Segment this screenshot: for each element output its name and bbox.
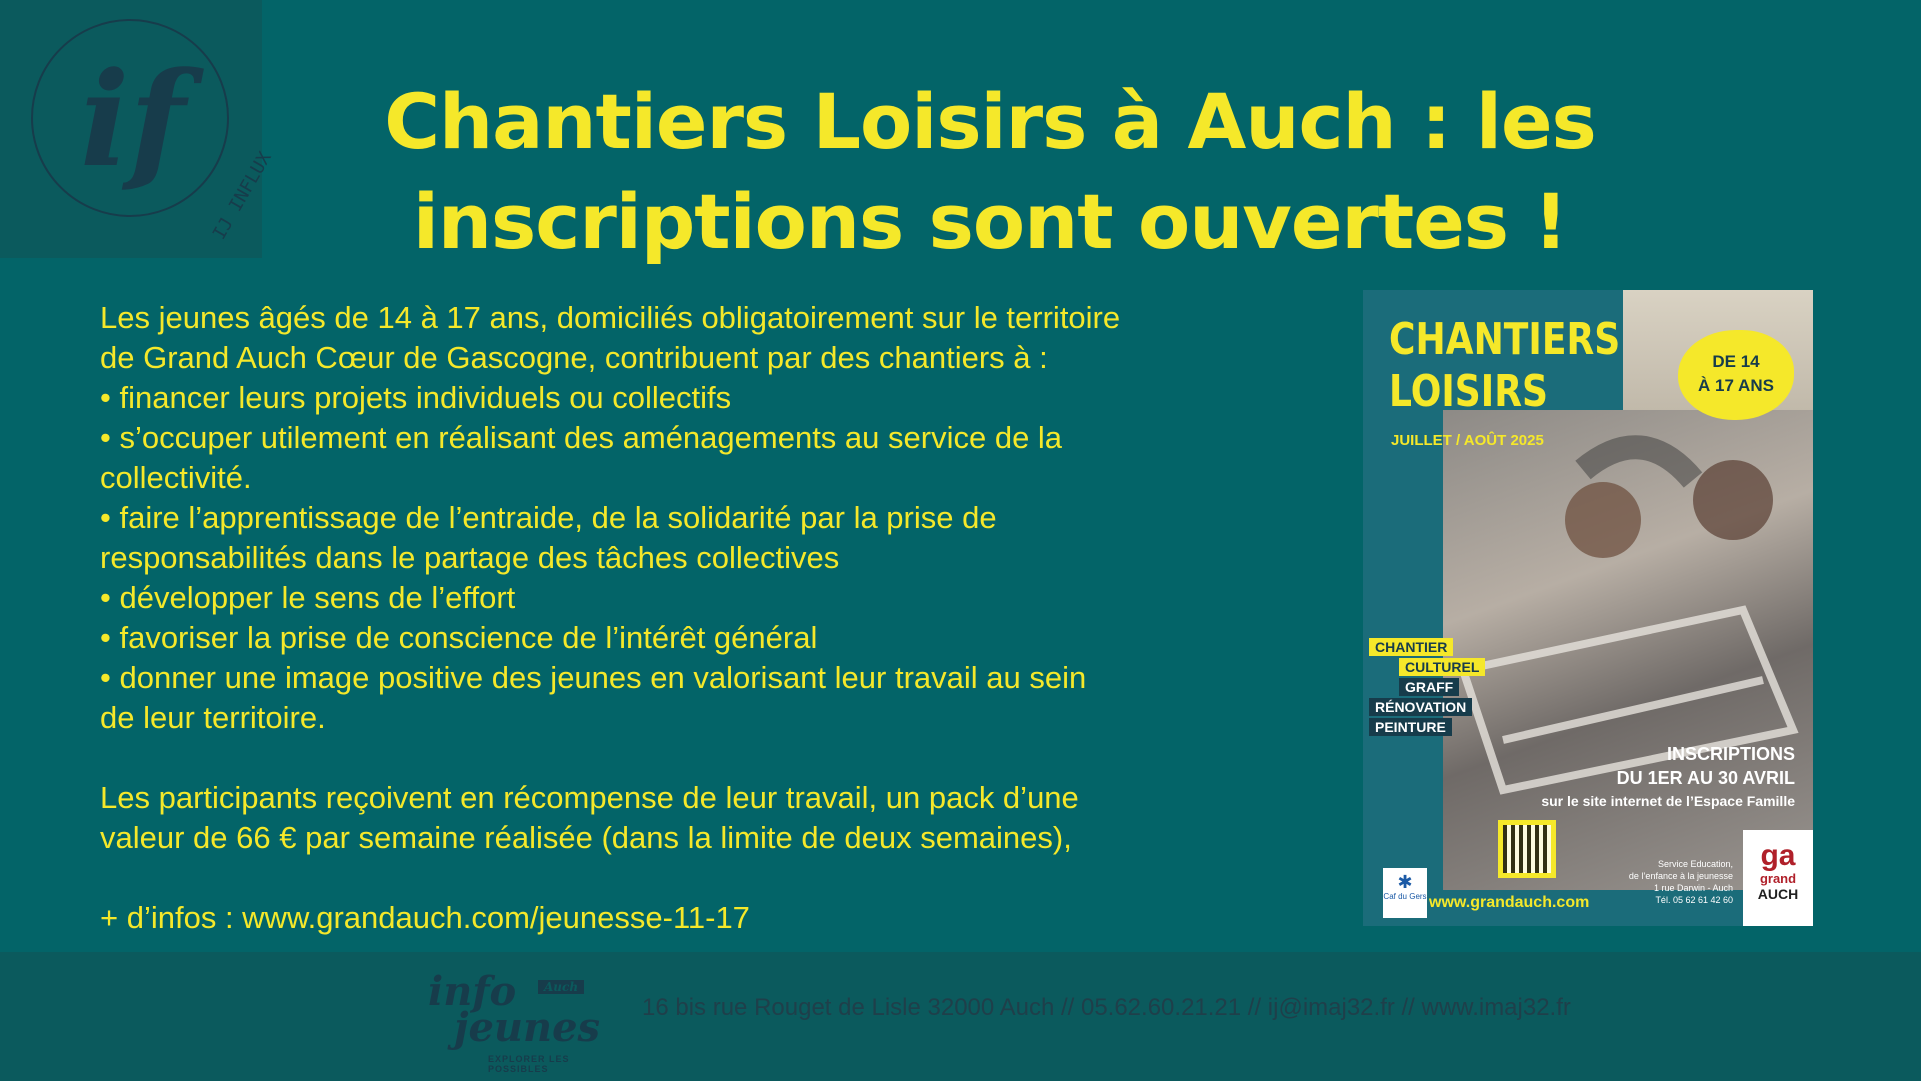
caf-logo-text: Caf du Gers	[1383, 892, 1427, 901]
poster-title-line-2: LOISIRS	[1389, 366, 1548, 417]
logo-tagline: EXPLORER LES POSSIBLES	[488, 1054, 570, 1074]
logo-ring-text: IJ INFLUX	[208, 148, 276, 244]
tag: GRAFF	[1399, 678, 1459, 696]
tag: PEINTURE	[1369, 718, 1452, 736]
tag: RÉNOVATION	[1369, 698, 1472, 716]
page-title: Chantiers Loisirs à Auch : les inscriptions sont ouvertes !	[384, 77, 1596, 266]
caf-logo	[1383, 868, 1427, 918]
list-item: • faire l’apprentissage de l’entraide, de la solidarité par la prise de	[100, 500, 997, 535]
list-item: • s’occuper utilement en réalisant des aménagements au service de la	[100, 420, 1063, 455]
service-line: Tél. 05 62 61 42 60	[1655, 895, 1733, 905]
footer	[0, 952, 1921, 1081]
list-item: • développer le sens de l’effort	[100, 580, 516, 615]
registration-line-1: INSCRIPTIONS	[1666, 744, 1795, 764]
more-info-link[interactable]: + d’infos : www.grandauch.com/jeunesse-11-17	[100, 900, 750, 935]
qr-code-icon	[1498, 820, 1556, 878]
service-line: de l’enfance à la jeunesse	[1628, 871, 1733, 881]
logo-letters: if	[80, 43, 186, 196]
ij-influx-logo	[0, 0, 276, 258]
age-badge-line-2: À 17 ANS	[1698, 376, 1774, 395]
grand-auch-logo-mark: ga	[1760, 839, 1796, 872]
logo-ring-icon	[0, 0, 276, 258]
poster-dates: JUILLET / AOÛT 2025	[1391, 432, 1544, 449]
service-line: 1 rue Darwin - Auch	[1653, 883, 1733, 893]
article-body	[100, 298, 1250, 938]
age-badge	[1678, 330, 1794, 420]
intro-line-2: de Grand Auch Cœur de Gascogne, contribuent par des chantiers à :	[100, 340, 1048, 375]
intro-line-1: Les jeunes âgés de 14 à 17 ans, domiciliés obligatoirement sur le territoire	[100, 300, 1121, 335]
list-item: de leur territoire.	[100, 700, 326, 735]
list-item: responsabilités dans le partage des tâches collectives	[100, 540, 840, 575]
grand-auch-logo	[1743, 830, 1813, 926]
reward-line-1: Les participants reçoivent en récompense de leur travail, un pack d’une	[100, 780, 1079, 815]
logo-jeunes-text: jeunes	[454, 1004, 601, 1051]
poster-title-line-1: CHANTIERS	[1389, 314, 1621, 365]
poster-website: www.grandauch.com	[1429, 894, 1590, 911]
registration-line-2: DU 1ER AU 30 AVRIL	[1616, 768, 1795, 788]
tag: CULTUREL	[1399, 658, 1485, 676]
footer-contact: 16 bis rue Rouget de Lisle 32000 Auch // 05.62.60.21.21 // ij@imaj32.fr // www.imaj32.fr	[642, 994, 1571, 1021]
event-poster	[1363, 290, 1813, 926]
poster-tags	[1369, 638, 1549, 738]
logo-auch-text: Auch	[538, 980, 584, 994]
registration-info	[1541, 742, 1795, 812]
logo-info-text: info	[428, 968, 517, 1015]
service-line: Service Education,	[1657, 859, 1733, 869]
registration-line-3: sur le site internet de l’Espace Famille	[1541, 793, 1795, 809]
info-jeunes-logo	[428, 968, 618, 1074]
snowflake-icon: ✱	[1397, 872, 1413, 892]
list-item: collectivité.	[100, 460, 252, 495]
reward-line-2: valeur de 66 € par semaine réalisée (dans la limite de deux semaines),	[100, 820, 1072, 855]
age-badge-line-1: DE 14	[1712, 352, 1760, 371]
grand-auch-logo-line-2: AUCH	[1757, 886, 1799, 902]
grand-auch-logo-line-1: grand	[1759, 871, 1797, 886]
list-item: • donner une image positive des jeunes en valorisant leur travail au sein	[100, 660, 1087, 695]
poster-title	[1389, 314, 1620, 418]
tag: CHANTIER	[1369, 638, 1453, 656]
list-item: • favoriser la prise de conscience de l’intérêt général	[100, 620, 818, 655]
list-item: • financer leurs projets individuels ou collectifs	[100, 380, 732, 415]
